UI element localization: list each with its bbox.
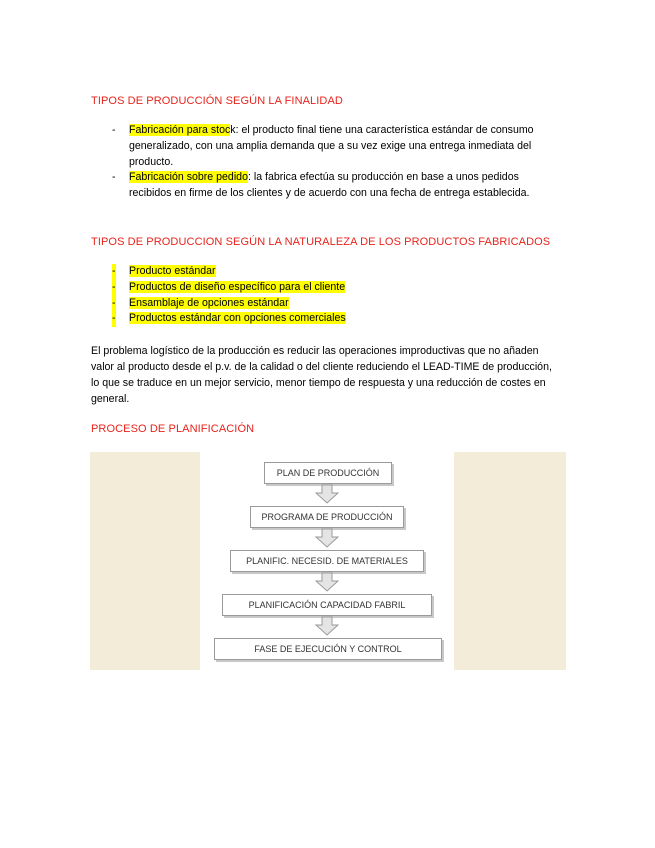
down-arrow-icon [315, 616, 339, 636]
flow-step-planific-materiales: PLANIFIC. NECESID. DE MATERIALES [230, 550, 424, 572]
highlighted-term: Fabricación sobre pedido [129, 171, 248, 184]
list-bullet: - [112, 124, 116, 136]
highlighted-term: Fabricación para stoc [129, 124, 231, 136]
list-item-text: : la fabrica efectúa su producción en base a unos pedidos recibidos en firme de los clientes y de acuerdo con una fecha de entrega establecida. [129, 171, 530, 200]
list-item-text: Producto estándar [129, 265, 216, 277]
list-item [91, 280, 561, 296]
flow-step-capacidad-fabril: PLANIFICACIÓN CAPACIDAD FABRIL [222, 594, 432, 616]
flow-step-ejecucion-control: FASE DE EJECUCIÓN Y CONTROL [214, 638, 442, 660]
flow-step-plan-produccion: PLAN DE PRODUCCIÓN [264, 462, 392, 484]
heading-finalidad: TIPOS DE PRODUCCIÓN SEGÚN LA FINALIDAD [91, 95, 343, 107]
list-bullet: - [112, 311, 116, 327]
list-item-text: Ensamblaje de opciones estándar [129, 296, 289, 309]
list-item [91, 170, 561, 202]
down-arrow-icon [315, 528, 339, 548]
body-paragraph: El problema logístico de la producción es reducir las operaciones improductivas que no añaden valor al producto desde el p.v. de la calidad o del cliente reduciendo el LEAD-TIME de producción, lo que se traduce en un mejor servicio, menor tiempo de respuesta y una reducción de costes en general. [91, 345, 552, 405]
list-item [91, 264, 561, 280]
list-bullet: - [112, 264, 116, 280]
list-item [91, 123, 561, 170]
list-item-text: k: el producto final tiene una característica estándar de consumo generalizado, con una amplia demanda que a su vez exige una entrega inmediata del producto. [129, 124, 534, 168]
list-finalidad [91, 123, 561, 202]
down-arrow-icon [315, 572, 339, 592]
list-item-text: Productos estándar con opciones comerciales [129, 312, 346, 325]
list-bullet: - [112, 171, 116, 184]
down-arrow-icon [315, 484, 339, 504]
heading-naturaleza: TIPOS DE PRODUCCION SEGÚN LA NATURALEZA DE LOS PRODUCTOS FABRICADOS [91, 236, 551, 248]
list-bullet: - [112, 296, 116, 312]
planning-flowchart [90, 452, 566, 670]
flowchart-canvas [200, 452, 454, 670]
heading-planificacion: PROCESO DE PLANIFICACIÓN [91, 423, 255, 435]
flow-step-programa-produccion: PROGRAMA DE PRODUCCIÓN [250, 506, 404, 528]
list-item [91, 311, 561, 327]
list-item-text: Productos de diseño específico para el cliente [129, 280, 346, 293]
list-item [91, 296, 561, 312]
list-bullet: - [112, 280, 116, 296]
list-naturaleza [91, 264, 561, 327]
